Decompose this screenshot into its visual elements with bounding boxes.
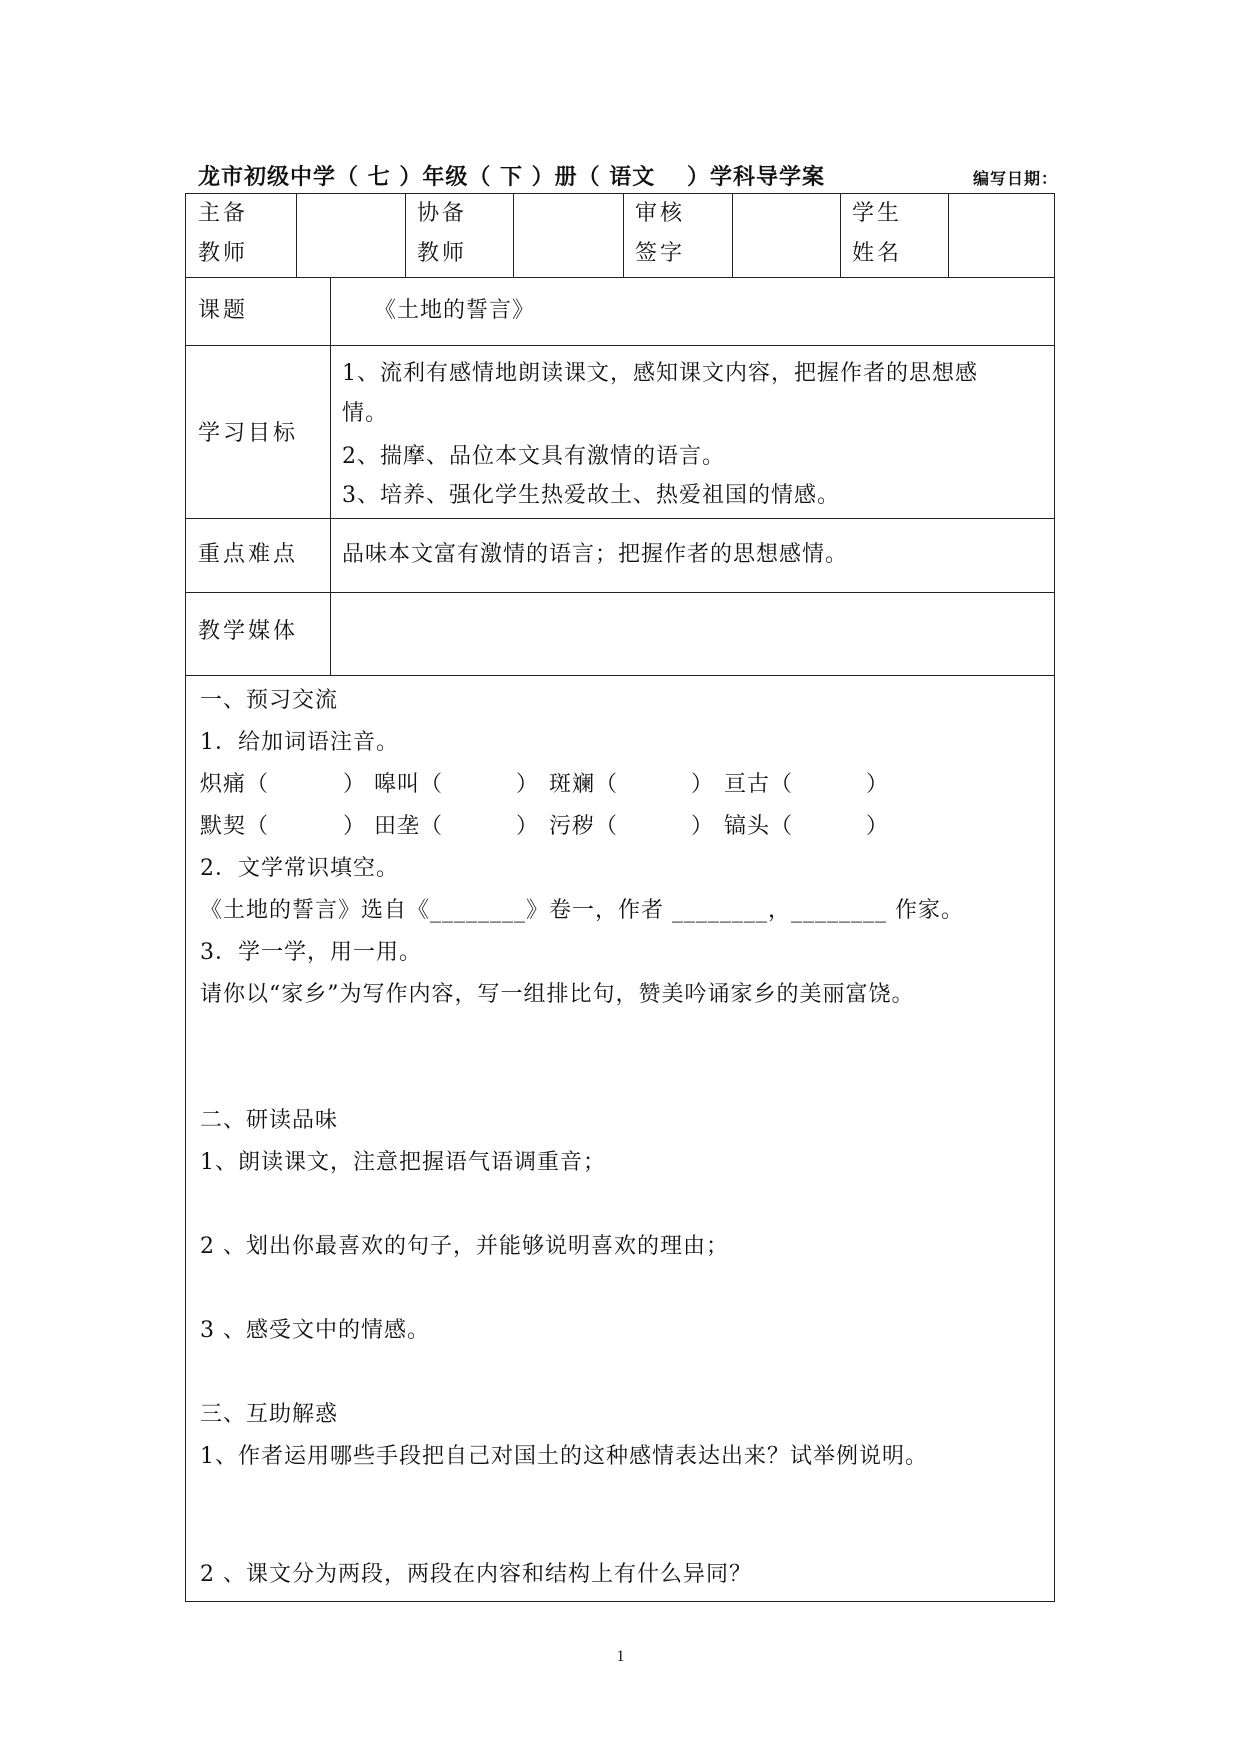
key-points-label: 重点难点	[198, 542, 299, 567]
col-divider	[623, 194, 624, 277]
assist-teacher-label-1: 协备	[417, 201, 468, 226]
student-name-label-2: 姓名	[852, 241, 903, 266]
col-divider	[732, 194, 733, 277]
key-points-value: 品味本文富有激情的语言；把握作者的思想感情。	[342, 542, 849, 567]
question-3: 3．学一学，用一用。	[200, 940, 422, 965]
goals-label: 学习目标	[198, 421, 299, 446]
row-divider	[186, 518, 1054, 519]
blank-close: ）	[343, 814, 367, 839]
blank-close: ）	[866, 814, 890, 839]
word-blank-open: 嗥叫（	[374, 772, 444, 797]
word-blank-open: 炽痛（	[200, 772, 270, 797]
word-blank-open: 亘古（	[724, 772, 794, 797]
topic-value: 《土地的誓言》	[374, 298, 536, 323]
section-heading: 三、互助解惑	[200, 1402, 339, 1427]
goal-line: 3、培养、强化学生热爱故土、热爱祖国的情感。	[342, 483, 840, 508]
date-label: 编写日期：	[972, 169, 1058, 188]
lesson-plan-table	[185, 193, 1055, 1602]
review-sign-label-2: 签字	[635, 241, 686, 266]
goal-line: 1、流利有感情地朗读课文，感知课文内容，把握作者的思想感	[342, 361, 978, 386]
goal-line: 情。	[342, 401, 389, 426]
word-blank-open: 田垄（	[374, 814, 444, 839]
blank-close: ）	[343, 772, 367, 797]
blank-close: ）	[691, 772, 715, 797]
blank-close: ）	[516, 772, 540, 797]
topic-label: 课题	[198, 298, 249, 323]
col-divider	[513, 194, 514, 277]
row-divider	[186, 675, 1054, 676]
col-divider	[405, 194, 406, 277]
word-blank-open: 污秽（	[549, 814, 619, 839]
col-divider	[296, 194, 297, 277]
word-blank-open: 默契（	[200, 814, 270, 839]
word-blank-open: 镐头（	[724, 814, 794, 839]
reading-item: 1、朗读课文，注意把握语气语调重音；	[200, 1150, 606, 1175]
section-heading: 二、研读品味	[200, 1108, 339, 1133]
reading-item: 3 、感受文中的情感。	[200, 1318, 430, 1343]
discussion-item: 1、作者运用哪些手段把自己对国土的这种感情表达出来？试举例说明。	[200, 1444, 928, 1469]
row-divider	[186, 345, 1054, 346]
row-divider	[186, 592, 1054, 593]
title-text: 龙市初级中学（ 七 ）年级（ 下 ）册（ 语文 ）学科导学案	[198, 165, 825, 190]
main-teacher-label-2: 教师	[198, 241, 249, 266]
question-2-fill: 《土地的誓言》选自《________》卷一，作者 ________，________ 作家。	[200, 898, 964, 923]
blank-close: ）	[691, 814, 715, 839]
page-number: 1	[616, 1648, 625, 1665]
review-sign-label-1: 审核	[635, 201, 686, 226]
question-3-text: 请你以“家乡”为写作内容，写一组排比句，赞美吟诵家乡的美丽富饶。	[200, 982, 915, 1007]
assist-teacher-label-2: 教师	[417, 241, 468, 266]
blank-close: ）	[866, 772, 890, 797]
question-1: 1．给加词语注音。	[200, 730, 399, 755]
word-blank-open: 斑斓（	[549, 772, 619, 797]
row-divider	[186, 277, 1054, 278]
question-2: 2．文学常识填空。	[200, 856, 399, 881]
col-divider	[948, 194, 949, 277]
student-name-label-1: 学生	[852, 201, 903, 226]
goal-line: 2、揣摩、品位本文具有激情的语言。	[342, 444, 725, 469]
discussion-item: 2 、课文分为两段，两段在内容和结构上有什么异同？	[200, 1562, 752, 1587]
reading-item: 2 、划出你最喜欢的句子，并能够说明喜欢的理由；	[200, 1234, 729, 1259]
main-teacher-label-1: 主备	[198, 201, 249, 226]
document-title	[198, 160, 1058, 192]
media-label: 教学媒体	[198, 619, 299, 644]
col-divider	[840, 194, 841, 277]
blank-close: ）	[516, 814, 540, 839]
label-col-divider	[330, 277, 331, 675]
section-heading: 一、预习交流	[200, 688, 339, 713]
